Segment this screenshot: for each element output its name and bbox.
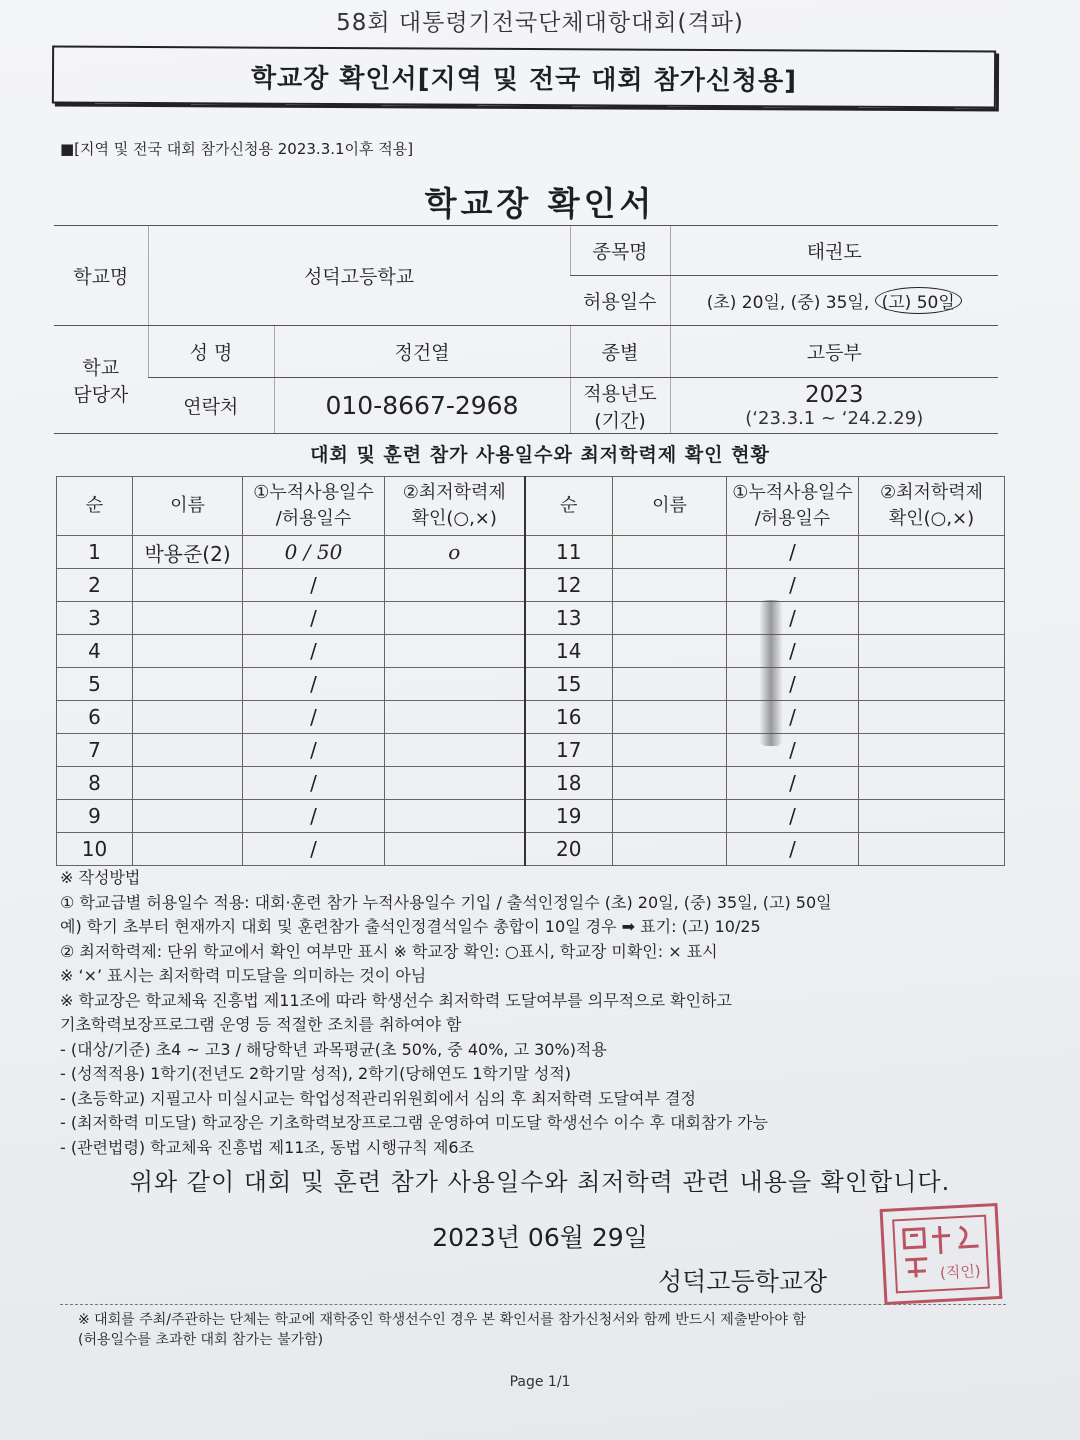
row-days: / <box>243 635 385 668</box>
manager-label-1: 학교 <box>82 356 120 379</box>
confirm-text: 위와 같이 대회 및 훈련 참가 사용일수와 최저학력 관련 내용을 확인합니다. <box>129 1168 951 1196</box>
usage-table-body <box>57 536 1005 866</box>
row-no-2: 14 <box>525 635 613 668</box>
col-days-1: ①누적사용일수 <box>253 482 374 503</box>
row-days: / <box>243 800 385 833</box>
row-no-2: 11 <box>525 536 613 569</box>
row-days: / <box>243 734 385 767</box>
row-no: 7 <box>57 734 133 767</box>
row-no-2: 20 <box>525 833 613 866</box>
row-days-2: / <box>727 833 859 866</box>
row-min-check <box>385 602 525 635</box>
row-days-2: / <box>727 701 859 734</box>
row-days-2: / <box>727 767 859 800</box>
usage-table <box>56 476 1005 866</box>
instruction-line: - (관련법령) 학교체육 진흥법 제11조, 동법 시행규칙 제6조 <box>60 1137 475 1157</box>
instructions <box>60 866 1020 1160</box>
row-name <box>133 767 243 800</box>
row-min-check-2 <box>859 536 1005 569</box>
row-min-check-2 <box>859 800 1005 833</box>
table-row <box>57 668 1005 701</box>
form-title-box <box>52 46 996 109</box>
row-no-2: 13 <box>525 602 613 635</box>
row-no: 10 <box>57 833 133 866</box>
row-min-check: o <box>385 536 525 569</box>
contact-label: 연락처 <box>148 378 274 434</box>
row-min-check <box>385 767 525 800</box>
sport-value: 태권도 <box>670 226 998 276</box>
row-min-check <box>385 635 525 668</box>
row-days-2: / <box>727 569 859 602</box>
col-min-right-1: ②최저학력제 <box>879 482 984 503</box>
section-heading: 대회 및 훈련 참가 사용일수와 최저학력제 확인 현황 <box>310 444 770 466</box>
row-days: / <box>243 767 385 800</box>
principal-title: 성덕고등학교장 <box>658 1267 828 1296</box>
row-no-2: 15 <box>525 668 613 701</box>
row-days-2: / <box>727 734 859 767</box>
instruction-line: ※ ‘×’ 표시는 최저학력 미도달을 의미하는 것이 아님 <box>60 966 427 985</box>
row-no: 1 <box>57 536 133 569</box>
row-name-2 <box>613 734 727 767</box>
row-no: 6 <box>57 701 133 734</box>
row-no: 3 <box>57 602 133 635</box>
row-name <box>133 602 243 635</box>
col-min-1: ②최저학력제 <box>402 482 506 503</box>
instruction-line: - (초등학교) 지필고사 미실시교는 학업성적관리위원회에서 심의 후 최저학력 도달여부 결정 <box>60 1088 696 1108</box>
row-name <box>133 701 243 734</box>
row-min-check-2 <box>859 668 1005 701</box>
year-value-cell <box>670 378 998 434</box>
contact-value: 010-8667-2968 <box>274 378 570 434</box>
footer-note-2: (허용일수를 초과한 대회 참가는 불가함) <box>78 1332 324 1348</box>
row-name-2 <box>613 767 727 800</box>
row-min-check <box>385 701 525 734</box>
row-no: 9 <box>57 800 133 833</box>
row-no: 4 <box>57 635 133 668</box>
row-min-check-2 <box>859 635 1005 668</box>
row-days-2: / <box>727 635 859 668</box>
year-value: 2023 <box>804 382 864 408</box>
year-label-2: (기간) <box>594 409 646 432</box>
col-min-2: 확인(○,×) <box>411 508 497 529</box>
row-min-check-2 <box>859 602 1005 635</box>
row-name-2 <box>613 602 727 635</box>
row-name <box>133 668 243 701</box>
row-min-check <box>385 569 525 602</box>
apply-note: ■[지역 및 전국 대회 참가신청용 2023.3.1이후 적용] <box>60 140 414 158</box>
col-days <box>243 477 385 536</box>
allowed-days-circled: (고) 50일 <box>875 287 962 314</box>
row-min-check <box>385 800 525 833</box>
row-name-2 <box>613 833 727 866</box>
year-label <box>570 378 670 434</box>
row-name <box>133 569 243 602</box>
row-days: / <box>243 833 385 866</box>
row-name: 박용준(2) <box>133 536 243 569</box>
instruction-line: ① 학교급별 허용일수 적용: 대회·훈련 참가 누적사용일수 기입 / 출석인정일수 (초) 20일, (중) 35일, (고) 50일 <box>60 892 832 912</box>
table-row <box>57 734 1005 767</box>
col-no: 순 <box>57 477 133 536</box>
col-min-right <box>859 477 1005 536</box>
col-no-2: 순 <box>525 477 613 536</box>
footer-separator <box>60 1304 1006 1305</box>
footer-note <box>78 1310 1008 1350</box>
col-name: 이름 <box>133 477 243 536</box>
row-no-2: 17 <box>525 734 613 767</box>
row-min-check <box>385 734 525 767</box>
row-no: 2 <box>57 569 133 602</box>
allowed-days-label: 허용일수 <box>570 276 670 326</box>
document-title: 학교장 확인서 <box>424 184 656 223</box>
smudge-mark <box>760 600 782 746</box>
col-days-right <box>727 477 859 536</box>
table-row <box>57 635 1005 668</box>
row-name-2 <box>613 536 727 569</box>
table-row <box>57 536 1005 569</box>
row-no-2: 12 <box>525 569 613 602</box>
row-no-2: 16 <box>525 701 613 734</box>
row-days: 0 / 50 <box>243 536 385 569</box>
col-min-right-2: 확인(○,×) <box>888 508 975 529</box>
row-name-2 <box>613 668 727 701</box>
row-days-2: / <box>727 536 859 569</box>
info-table <box>54 225 998 434</box>
table-row <box>57 767 1005 800</box>
row-days: / <box>243 569 385 602</box>
table-row <box>57 833 1005 866</box>
row-min-check-2 <box>859 569 1005 602</box>
row-name-2 <box>613 701 727 734</box>
row-name-2 <box>613 635 727 668</box>
period-value: (‘23.3.1 ~ ‘24.2.29) <box>745 408 924 429</box>
row-min-check-2 <box>859 767 1005 800</box>
row-days: / <box>243 668 385 701</box>
row-name <box>133 635 243 668</box>
col-min <box>385 477 525 536</box>
table-row <box>57 569 1005 602</box>
instruction-line: - (대상/기준) 초4 ~ 고3 / 해당학년 과목평균(초 50%, 중 40%, 고 30%)적용 <box>60 1039 607 1059</box>
row-no: 8 <box>57 767 133 800</box>
footer-note-1: ※ 대회를 주최/주관하는 단체는 학교에 재학중인 학생선수인 경우 본 확인서를 참가신청서와 함께 반드시 제출받아야 함 <box>78 1312 806 1328</box>
official-seal <box>880 1203 1003 1305</box>
row-days: / <box>243 602 385 635</box>
col-days-right-1: ①누적사용일수 <box>732 482 853 503</box>
year-label-1: 적용년도 <box>583 382 657 405</box>
table-row <box>57 701 1005 734</box>
row-name-2 <box>613 569 727 602</box>
row-days-2: / <box>727 668 859 701</box>
row-no: 5 <box>57 668 133 701</box>
instruction-line: 기초학력보장프로그램 운영 등 적절한 조치를 취하여야 함 <box>60 1015 462 1034</box>
seal-text: (직인) <box>939 1261 982 1283</box>
row-min-check-2 <box>859 833 1005 866</box>
col-days-right-2: /허용일수 <box>754 508 831 529</box>
sport-label: 종목명 <box>570 226 670 276</box>
manager-name: 정건열 <box>274 326 570 378</box>
form-title: 학교장 확인서[지역 및 전국 대회 참가신청용] <box>250 63 798 96</box>
row-name <box>133 800 243 833</box>
row-min-check <box>385 833 525 866</box>
row-min-check-2 <box>859 701 1005 734</box>
instruction-line: ※ 학교장은 학교체육 진흥법 제11조에 따라 학생선수 최저학력 도달여부를 의무적으로 확인하고 <box>60 990 732 1010</box>
instruction-line: 예) 학기 초부터 현재까지 대회 및 훈련참가 출석인정결석일수 총합이 10일 경우 ➡ 표기: (고) 10/25 <box>60 917 761 936</box>
page-number: Page 1/1 <box>509 1374 571 1390</box>
division-value: 고등부 <box>670 326 998 378</box>
row-days-2: / <box>727 800 859 833</box>
col-days-2: /허용일수 <box>275 508 352 529</box>
row-days-2: / <box>727 602 859 635</box>
instruction-line: ※ 작성방법 <box>60 868 141 887</box>
allowed-days-value <box>670 276 998 326</box>
instruction-line: ② 최저학력제: 단위 학교에서 확인 여부만 표시 ※ 학교장 확인: ○표시, 학교장 미확인: × 표시 <box>60 941 718 961</box>
seal-graphic <box>889 1211 993 1296</box>
row-name <box>133 734 243 767</box>
manager-label <box>54 326 148 434</box>
row-min-check-2 <box>859 734 1005 767</box>
table-row <box>57 800 1005 833</box>
row-name <box>133 833 243 866</box>
name-label: 성 명 <box>148 326 274 378</box>
issue-date: 2023년 06월 29일 <box>432 1223 648 1252</box>
row-name-2 <box>613 800 727 833</box>
allowed-days-prefix: (초) 20일, (중) 35일, <box>706 293 875 313</box>
school-label: 학교명 <box>54 226 148 326</box>
event-title: 58회 대통령기전국단체대항대회(격파) <box>336 10 744 36</box>
col-name-2: 이름 <box>613 477 727 536</box>
instruction-line: - (성적적용) 1학기(전년도 2학기말 성적), 2학기(당해연도 1학기말 성적) <box>60 1064 572 1083</box>
table-row <box>57 602 1005 635</box>
division-label: 종별 <box>570 326 670 378</box>
instruction-line: - (최저학력 미도달) 학교장은 기초학력보장프로그램 운영하여 미도달 학생선수 이수 후 대회참가 가능 <box>60 1113 768 1132</box>
row-no-2: 19 <box>525 800 613 833</box>
manager-label-2: 담당자 <box>73 383 129 406</box>
school-name: 성덕고등학교 <box>148 226 570 326</box>
row-min-check <box>385 668 525 701</box>
row-no-2: 18 <box>525 767 613 800</box>
row-days: / <box>243 701 385 734</box>
